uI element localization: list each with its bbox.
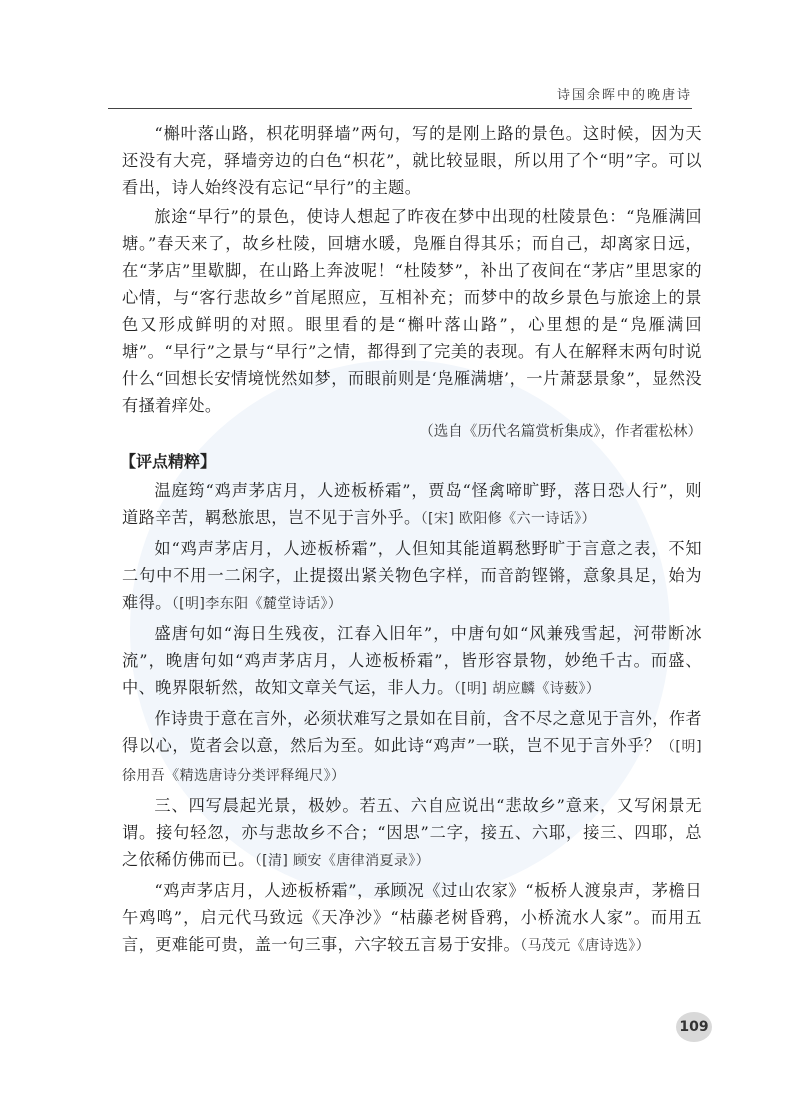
commentary-text: 三、四写晨起光景，极妙。若五、六自应说出“悲故乡”意来，又写闲景无谓。接句轻忽，亦与悲故乡不合；“因思”二字，接五、六耶，接三、四耶，总之依稀仿佛而已。 <box>122 796 702 869</box>
commentary-item <box>122 705 702 790</box>
commentary-text: 作诗贵于意在言外，必须状难写之景如在目前，含不尽之意见于言外，作者得以心，览者会以意，然后为至。如此诗“鸡声”一联，岂不见于言外乎？ <box>122 709 702 755</box>
commentary-item <box>122 535 702 618</box>
analysis-paragraph: 旅途“早行”的景色，使诗人想起了昨夜在梦中出现的杜陵景色：“凫雁满回塘。”春天来了，故乡杜陵，回塘水暖，凫雁自得其乐；而自己，却离家日远，在“茅店”里歇脚，在山路上奔波呢！“杜陵梦”，补出了夜间在“茅店”里思家的心情，与“客行悲故乡”首尾照应，互相补充；而梦中的故乡景色与旅途上的景色又形成鲜明的对照。眼里看的是“槲叶落山路”，心里想的是“凫雁满回塘”。“早行”之景与“早行”之情，都得到了完美的表现。有人在解释末两句时说什么“回想长安情境恍然如梦，而眼前则是‘凫雁满塘’，一片萧瑟景象”，显然没有搔着痒处。 <box>122 207 702 415</box>
commentary-item <box>122 877 702 960</box>
commentary-text: 如“鸡声茅店月，人迹板桥霜”，人但知其能道羁愁野旷于言意之表，不知二句中不用一二闲字，止提掇出紧关物色字样，而音韵铿锵，意象具足，始为难得。 <box>122 539 702 612</box>
commentary-citation: （[明]李东阳《麓堂诗话》） <box>171 596 343 612</box>
commentary-citation: （[宋] 欧阳修《六一诗话》） <box>420 511 596 527</box>
commentary-citation: （[清] 顾安《唐律消夏录》） <box>254 853 431 869</box>
analysis-paragraph: “槲叶落山路，枳花明驿墙”两句，写的是刚上路的景色。这时候，因为天还没有大亮，驿墙旁边的白色“枳花”，就比较显眼，所以用了个“明”字。可以看出，诗人始终没有忘记“早行”的主题。 <box>122 124 702 197</box>
header-title: 诗国余晖中的晚唐诗 <box>556 88 692 103</box>
page-content <box>122 120 702 960</box>
commentary-text: “鸡声茅店月，人迹板桥霜”，承顾况《过山农家》“板桥人渡泉声，茅檐日午鸡鸣”，启元代马致远《天净沙》“枯藤老树昏鸦，小桥流水人家”。而用五言，更难能可贵，盖一句三事，六字较五言易于安排。 <box>122 881 702 954</box>
commentary-text: 温庭筠“鸡声茅店月，人迹板桥霜”，贾岛“怪禽啼旷野，落日恐人行”，则道路辛苦，羁愁旅思，岂不见于言外乎。 <box>122 481 702 527</box>
page-number: 109 <box>676 1012 712 1042</box>
commentary-citation: （[明] 徐用吾《精选唐诗分类评释绳尺》） <box>122 739 702 784</box>
section-heading: 【评点精粹】 <box>120 452 217 471</box>
running-header <box>108 76 692 109</box>
commentary-item <box>122 792 702 875</box>
commentary-item <box>122 477 702 533</box>
commentary-item <box>122 620 702 703</box>
commentary-text: 盛唐句如“海日生残夜，江春入旧年”，中唐句如“风兼残雪起，河带断冰流”，晚唐句如“鸡声茅店月，人迹板桥霜”，皆形容景物，妙绝千古。而盛、中、晚界限斩然，故知文章关气运，非人力。 <box>122 624 702 697</box>
commentary-citation: （[明] 胡应麟《诗薮》） <box>453 681 601 697</box>
commentary-citation: （马茂元《唐诗选》） <box>520 938 651 954</box>
analysis-source: （选自《历代名篇赏析集成》，作者霍松林） <box>419 424 702 440</box>
